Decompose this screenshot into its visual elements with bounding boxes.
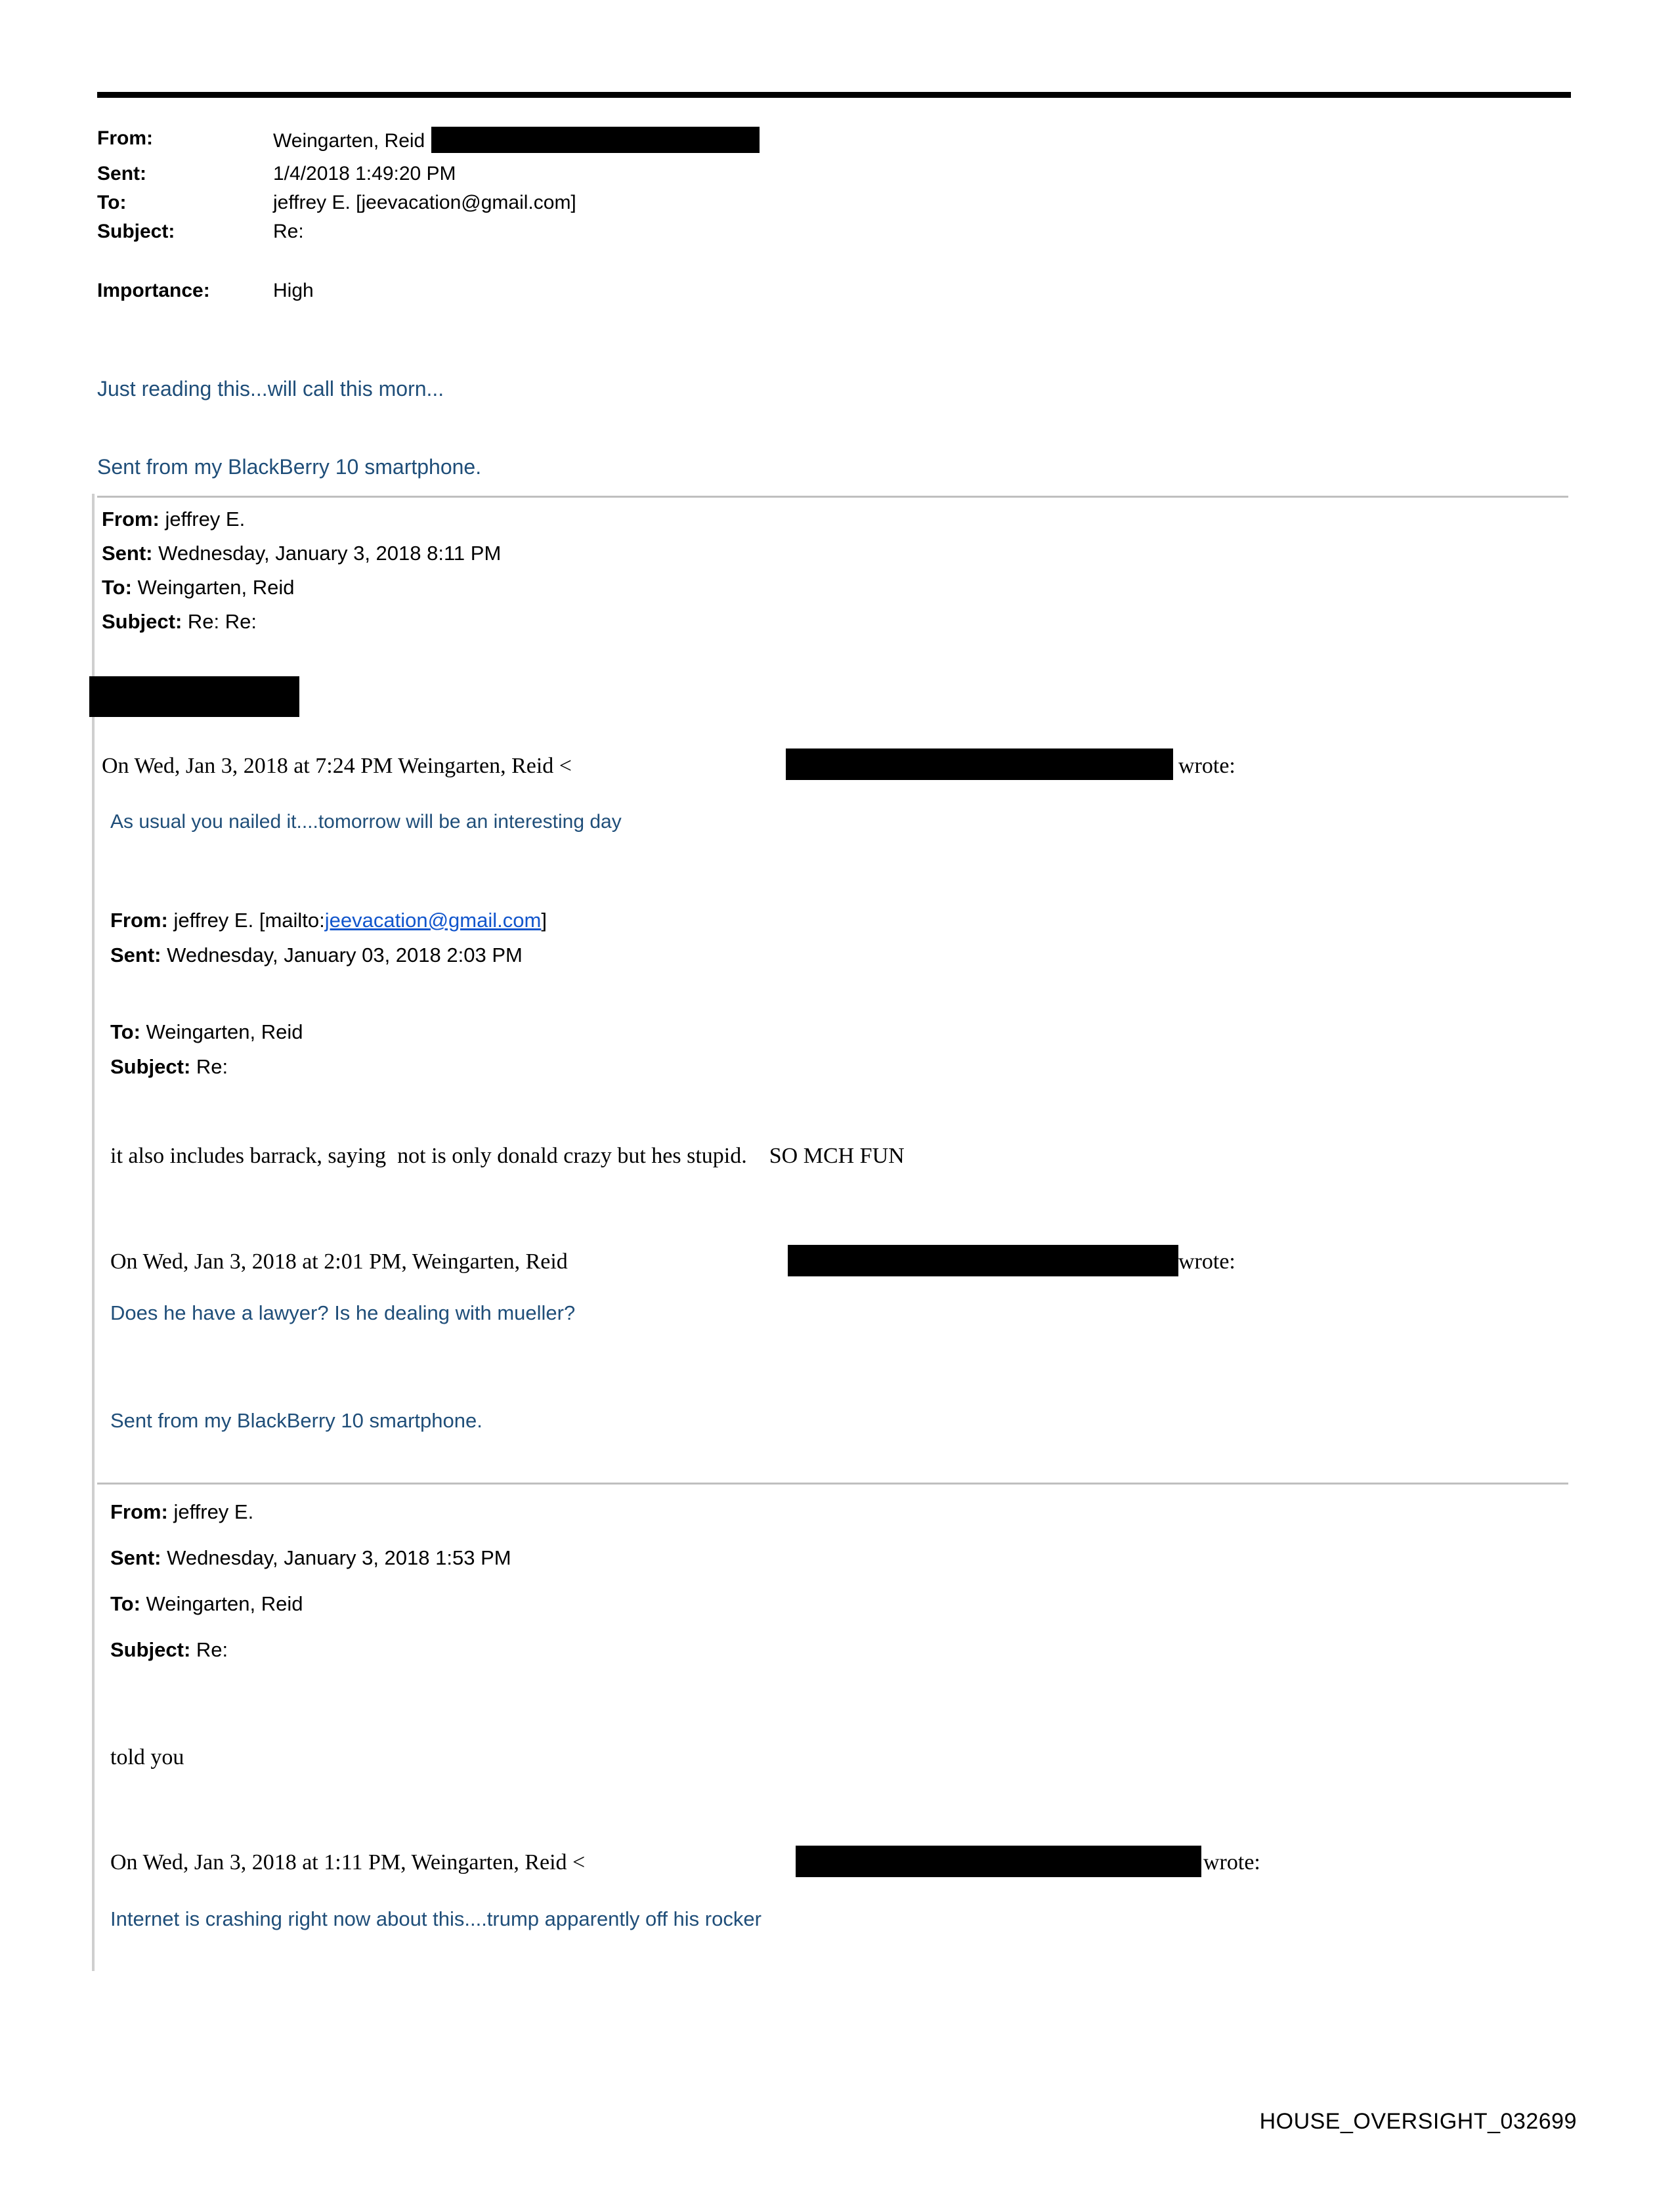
- redaction-bar-wrote-2: [788, 1245, 1178, 1276]
- quoted2-wrote-suffix: wrote:: [1178, 754, 1235, 778]
- reply-body-text: Just reading this...will call this morn...: [97, 377, 444, 401]
- header-row-importance: [97, 281, 1571, 301]
- header-label-to: To:: [97, 192, 127, 213]
- redaction-block-body-1: [89, 676, 299, 717]
- bates-number: HOUSE_OVERSIGHT_032699: [1259, 2109, 1577, 2134]
- quoted2-sent-line: Sent: Wednesday, January 03, 2018 2:03 PM: [110, 943, 523, 966]
- top-divider-rule: [97, 92, 1571, 98]
- quoted1-from-line: From: jeffrey E.: [102, 508, 246, 531]
- header-value-subject: Re:: [273, 221, 304, 242]
- header-value-to: jeffrey E. [jeevacation@gmail.com]: [273, 192, 576, 213]
- redaction-bar-from-address: [431, 127, 760, 153]
- quoted1-to-line: To: Weingarten, Reid: [102, 576, 295, 599]
- quoted2-subject-line: Subject: Re:: [110, 1055, 228, 1078]
- header-label-from: From:: [97, 127, 153, 149]
- quoted1-subject-line: Subject: Re: Re:: [102, 610, 257, 633]
- quoted4-to-line: To: Weingarten, Reid: [110, 1592, 303, 1615]
- header-spacer: [97, 251, 1571, 281]
- header-label-sent: Sent:: [97, 163, 147, 184]
- redaction-bar-wrote-1: [786, 748, 1173, 780]
- blackberry-signature-top: Sent from my BlackBerry 10 smartphone.: [97, 455, 482, 479]
- thread-divider-1: [97, 496, 1568, 498]
- header-row-sent: [97, 164, 1571, 184]
- quoted-header-1: [102, 502, 501, 639]
- quoted-header-2: [110, 903, 547, 972]
- quoted4-from-line: From: jeffrey E.: [110, 1500, 254, 1523]
- quoted3-wrote-suffix: wrote:: [1178, 1249, 1235, 1274]
- header-row-to: [97, 193, 1571, 213]
- redaction-bar-wrote-3: [796, 1846, 1201, 1877]
- quoted3-blue-text: Does he have a lawyer? Is he dealing with mueller?: [110, 1301, 576, 1324]
- quoted4-message-text: told you: [110, 1745, 184, 1769]
- quoted2-to-line: To: Weingarten, Reid: [110, 1020, 303, 1043]
- header-row-from: [97, 129, 1571, 155]
- quoted-header-2b: [110, 1014, 303, 1084]
- quoted4-subject-line: Subject: Re:: [110, 1638, 228, 1661]
- thread-divider-2: [97, 1483, 1568, 1485]
- email-header-block: [97, 129, 1571, 310]
- header-label-subject: Subject:: [97, 221, 175, 242]
- quoted2-blue-text: As usual you nailed it....tomorrow will be an interesting day: [110, 811, 622, 833]
- blackberry-signature-quoted: Sent from my BlackBerry 10 smartphone.: [110, 1409, 483, 1432]
- quoted2-wrote-line: On Wed, Jan 3, 2018 at 7:24 PM Weingarten, Reid <: [102, 754, 572, 778]
- header-label-importance: Importance:: [97, 280, 210, 301]
- quoted3-wrote-line: On Wed, Jan 3, 2018 at 2:01 PM, Weingarten, Reid: [110, 1249, 568, 1274]
- header-row-subject: [97, 222, 1571, 242]
- email-link-jeevacation[interactable]: jeevacation@gmail.com: [324, 909, 542, 932]
- quoted5-blue-text: Internet is crashing right now about this....trump apparently off his rocker: [110, 1907, 762, 1930]
- quoted1-sent-line: Sent: Wednesday, January 3, 2018 8:11 PM: [102, 542, 502, 565]
- quoted2-message-text: it also includes barrack, saying not is only donald crazy but hes stupid. SO MCH FUN: [110, 1144, 905, 1168]
- quoted2-from-line: From: jeffrey E. [mailto:jeevacation@gmail.com]: [110, 909, 547, 932]
- quoted4-sent-line: Sent: Wednesday, January 3, 2018 1:53 PM: [110, 1546, 511, 1569]
- header-value-importance: High: [273, 280, 314, 301]
- quoted5-wrote-suffix: wrote:: [1203, 1850, 1260, 1875]
- header-value-from: Weingarten, Reid: [273, 129, 760, 155]
- quoted-header-3: [110, 1489, 511, 1673]
- header-value-sent: 1/4/2018 1:49:20 PM: [273, 163, 456, 184]
- quoted5-wrote-line: On Wed, Jan 3, 2018 at 1:11 PM, Weingarten, Reid <: [110, 1850, 586, 1875]
